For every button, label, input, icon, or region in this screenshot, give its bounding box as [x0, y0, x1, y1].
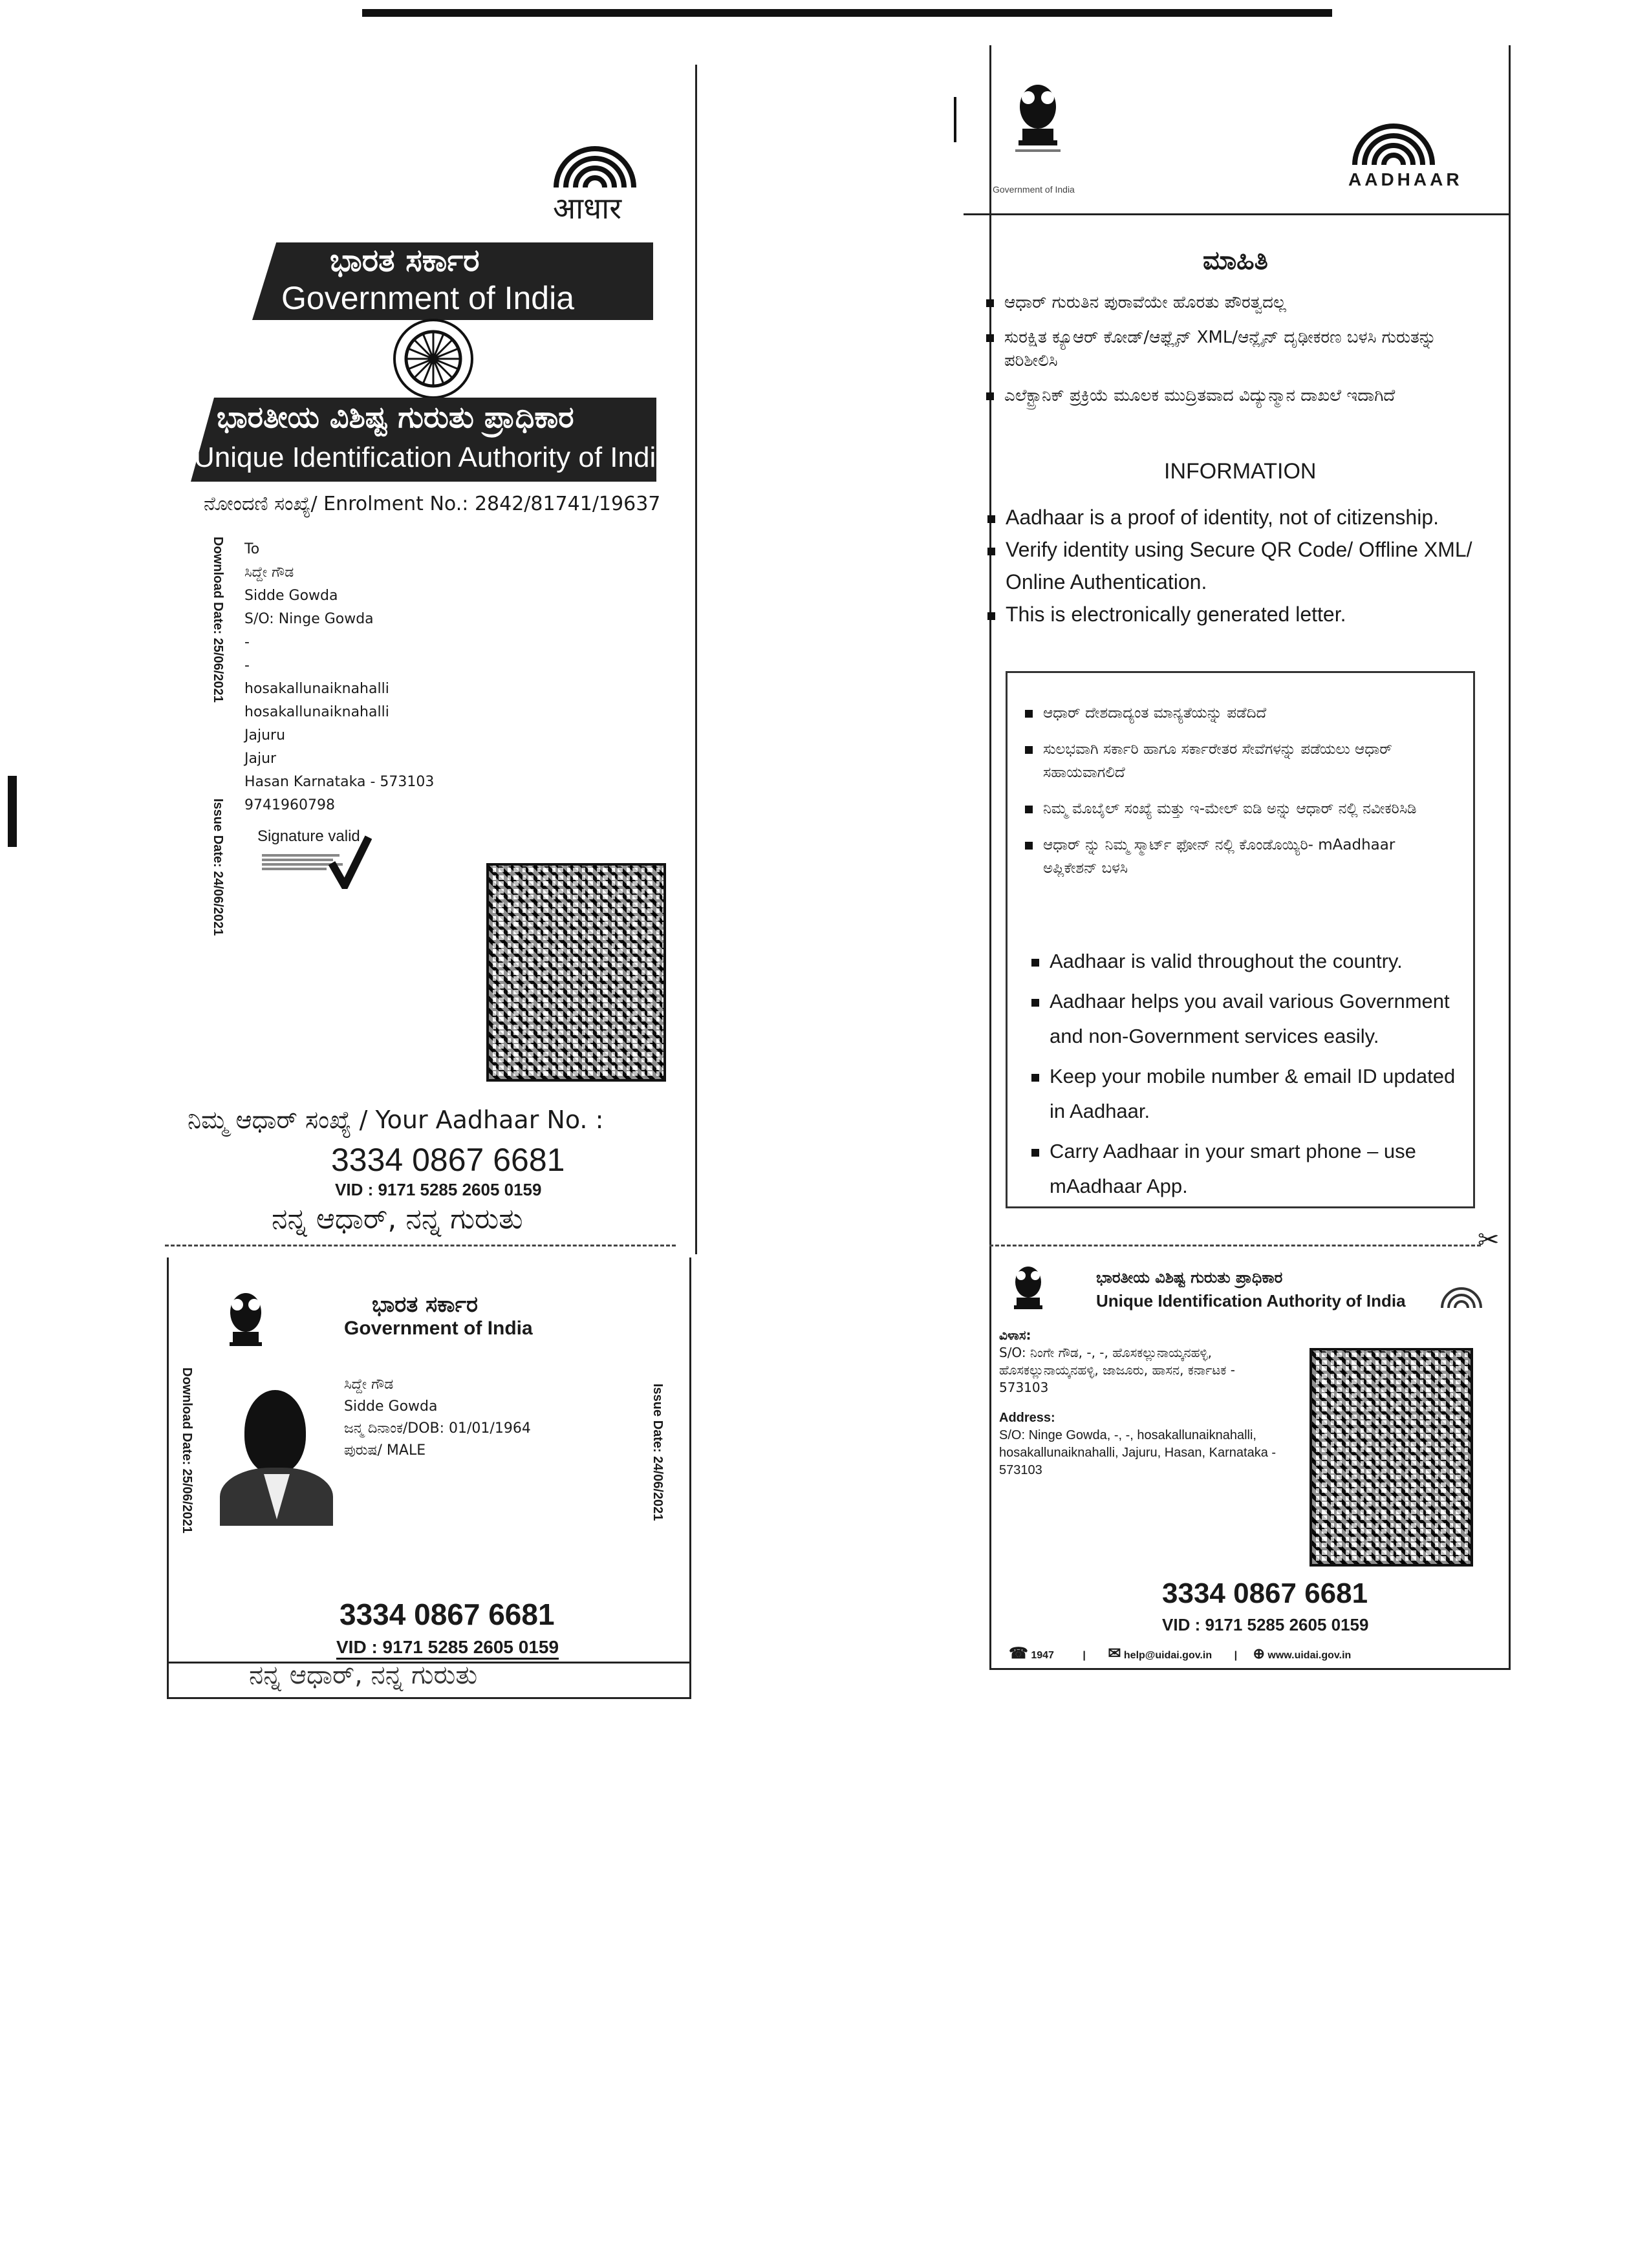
benefit-en-item: Aadhaar is valid throughout the country. [1031, 944, 1458, 979]
benefit-en-item: Carry Aadhaar in your smart phone – use mAadhaar App. [1031, 1134, 1458, 1204]
card-issue-date: Issue Date: 24/06/2021 [651, 1384, 665, 1521]
address-line: - [244, 634, 250, 650]
info-en-item: Verify identity using Secure QR Code/ Offline XML/ Online Authentication. [987, 533, 1492, 598]
right-card-uidai-en: Unique Identification Authority of India [1096, 1291, 1406, 1311]
gov-en: Government of India [281, 280, 575, 316]
info-kn-title: ಮಾಹಿತಿ [1203, 246, 1268, 275]
benefit-en-item: Keep your mobile number & email ID updated in Aadhaar. [1031, 1059, 1458, 1129]
right-card-aadhaar-number: 3334 0867 6681 [1162, 1578, 1368, 1609]
card-qr-code [1310, 1348, 1473, 1567]
uidai-en: Unique Identification Authority of India [194, 442, 672, 473]
signature-check-icon [327, 834, 372, 889]
letter-qr-code [486, 863, 666, 1082]
card-vid: VID : 9171 5285 2605 0159 [336, 1637, 559, 1660]
right-aadhaar-logo-text: AADHAAR [1348, 169, 1463, 189]
left-cut-line [165, 1245, 676, 1246]
right-cut-line [989, 1245, 1481, 1246]
right-card-uidai-kn: ಭಾರತೀಯ ವಿಶಿಷ್ಟ ಗುರುತು ಪ್ರಾಧಿಕಾರ [1096, 1268, 1283, 1287]
holder-photo [220, 1384, 333, 1526]
enrolment-line [204, 493, 660, 515]
address-line: S/O: Ninge Gowda [244, 611, 374, 627]
website: www.uidai.gov.in [1267, 1650, 1352, 1661]
vid-number: VID : 9171 5285 2605 0159 [335, 1180, 542, 1199]
uidai-kn: ಭಾರತೀಯ ವಿಶಿಷ್ಟ ಗುರುತು ಪ್ರಾಧಿಕಾರ [217, 400, 574, 434]
aadhaar-number: 3334 0867 6681 [331, 1142, 565, 1178]
holder-gender: ಪುರುಷ/ MALE [344, 1442, 426, 1459]
aadhaar-fingerprint-icon [543, 123, 647, 194]
phone-number: 1947 [1031, 1650, 1054, 1661]
letter-download-date: Download Date: 25/06/2021 [211, 537, 225, 703]
right-emblem-caption: Government of India [993, 184, 1075, 195]
right-left-edge-mark [954, 97, 956, 142]
address-line: - [244, 658, 250, 674]
info-en-item: This is electronically generated letter. [987, 598, 1492, 630]
your-aadhaar-label: ನಿಮ್ಮ ಆಧಾರ್ ಸಂಖ್ಯೆ / Your Aadhaar No. : [188, 1106, 604, 1134]
holder-name-kn: ಸಿದ್ದೇ ಗೌಡ [344, 1376, 394, 1393]
aadhaar-logo-text: आधार [553, 191, 622, 226]
benefits-en-list [1031, 944, 1458, 1204]
letter-issue-date: Issue Date: 24/06/2021 [211, 798, 225, 936]
scan-top-edge [362, 9, 1332, 17]
signature-text: Signature valid [257, 828, 360, 845]
address-block [244, 538, 434, 817]
address-line: Jajur [244, 751, 277, 767]
holder-dob: ಜನ್ಮ ದಿನಾಂಕ/DOB: 01/01/1964 [344, 1420, 531, 1437]
card-download-date: Download Date: 25/06/2021 [180, 1367, 194, 1534]
enrolment-number: 2842/81741/19637 [474, 493, 661, 515]
enrolment-label: ನೋಂದಣಿ ಸಂಖ್ಯೆ/ Enrolment No.: [204, 493, 469, 515]
right-card-address-kn [999, 1327, 1277, 1396]
right-emblem-icon [1012, 81, 1064, 165]
ashoka-chakra-icon [391, 317, 475, 401]
right-scissors-icon: ✂ [1478, 1226, 1500, 1254]
info-en-item: Aadhaar is a proof of identity, not of citizenship. [987, 501, 1492, 533]
right-aadhaar-fingerprint-icon [1345, 107, 1442, 168]
benefits-kn-list [1025, 701, 1452, 880]
address-line: Hasan Karnataka - 573103 [244, 774, 435, 790]
address-line: To [244, 541, 260, 557]
right-card-address-en [999, 1409, 1290, 1479]
right-card-contact [1009, 1644, 1351, 1663]
card-gov-en: Government of India [344, 1318, 533, 1339]
tagline-kn: ನನ್ನ ಆಧಾರ್, ನನ್ನ ಗುರುತು [272, 1203, 523, 1236]
address-en-label: Address: [999, 1411, 1055, 1425]
right-header-rule [964, 213, 1509, 215]
info-kn-list [986, 291, 1452, 407]
address-en-text: S/O: Ninge Gowda, -, -, hosakallunaiknahalli, hosakallunaiknahalli, Jajuru, Hasan, Karnataka - 573103 [999, 1428, 1277, 1477]
card-aadhaar-number: 3334 0867 6681 [339, 1598, 555, 1631]
benefit-kn-item: ನಿಮ್ಮ ಮೊಬೈಲ್ ಸಂಖ್ಯೆ ಮತ್ತು ಇ-ಮೇಲ್ ಐಡಿ ಅನ್ನು ಆಧಾರ್ ನಲ್ಲಿ ನವೀಕರಿಸಿಡಿ [1025, 797, 1452, 820]
address-kn-label: ವಿಳಾಸ: [999, 1327, 1031, 1343]
separator: | [1234, 1650, 1238, 1661]
right-card-emblem-icon [1009, 1264, 1048, 1316]
separator: | [1083, 1650, 1086, 1661]
phone-icon: ☎ [1009, 1645, 1028, 1662]
mail-icon: ✉ [1108, 1645, 1121, 1662]
right-card-vid: VID : 9171 5285 2605 0159 [1162, 1615, 1369, 1634]
address-line: Jajuru [244, 727, 286, 744]
card-tagline-kn: ನನ್ನ ಆಧಾರ್, ನನ್ನ ಗುರುತು [249, 1660, 478, 1690]
holder-name-en: Sidde Gowda [344, 1398, 438, 1415]
benefit-en-item: Aadhaar helps you avail various Government and non-Government services easily. [1031, 984, 1458, 1054]
info-kn-item: ಎಲೆಕ್ಟ್ರಾನಿಕ್ ಪ್ರಕ್ರಿಯೆ ಮೂಲಕ ಮುದ್ರಿತವಾದ ವಿದ್ಯುನ್ಮಾನ ದಾಖಲೆ ಇದಾಗಿದೆ [986, 384, 1452, 407]
address-line: 9741960798 [244, 797, 335, 813]
info-kn-item: ಆಧಾರ್ ಗುರುತಿನ ಪುರಾವೆಯೇ ಹೊರತು ಪೌರತ್ವದಲ್ಲ [986, 291, 1452, 314]
gov-kn: ಭಾರತ ಸರ್ಕಾರ [330, 242, 480, 279]
benefit-kn-item: ಆಧಾರ್ ನ್ನು ನಿಮ್ಮ ಸ್ಮಾರ್ಟ್ ಫೋನ್ ನಲ್ಲಿ ಕೊಂಡೊಯ್ಯಿರಿ- mAadhaar ಅಪ್ಲಿಕೇಶನ್ ಬಳಸಿ [1025, 833, 1452, 880]
right-card-fingerprint-icon [1439, 1277, 1484, 1309]
info-en-title: INFORMATION [1164, 459, 1317, 484]
address-line: ಸಿದ್ದೇ ಗೌಡ [244, 564, 294, 581]
benefit-kn-item: ಸುಲಭವಾಗಿ ಸರ್ಕಾರಿ ಹಾಗೂ ಸರ್ಕಾರೇತರ ಸೇವೆಗಳನ್ನು ಪಡೆಯಲು ಆಧಾರ್ ಸಹಾಯವಾಗಲಿದೆ [1025, 738, 1452, 784]
globe-icon: ⊕ [1253, 1645, 1265, 1662]
help-email: help@uidai.gov.in [1123, 1650, 1212, 1661]
scan-left-mark [8, 776, 17, 847]
info-kn-item: ಸುರಕ್ಷಿತ ಕ್ಯೂಆರ್ ಕೋಡ್/ಆಫ್ಲೈನ್ XML/ಆನ್ಲೈನ್ ದೃಢೀಕರಣ ಬಳಸಿ ಗುರುತನ್ನು ಪರಿಶೀಲಿಸಿ [986, 326, 1452, 372]
address-line: Sidde Gowda [244, 588, 338, 604]
benefit-kn-item: ಆಧಾರ್ ದೇಶದಾದ್ಯಂತ ಮಾನ್ಯತೆಯನ್ನು ಪಡೆದಿದೆ [1025, 701, 1452, 725]
address-line: hosakallunaiknahalli [244, 704, 389, 720]
info-en-list [987, 501, 1492, 630]
card-gov-kn: ಭಾರತ ಸರ್ಕಾರ [372, 1292, 479, 1318]
address-kn-text: S/O: ನಿಂಗೇ ಗೌಡ, -, -, ಹೊಸಕಲ್ಲುನಾಯ್ಕನಹಳ್ಳಿ, ಹೊಸಕಲ್ಲುನಾಯ್ಕನಹಳ್ಳಿ, ಜಾಜೂರು, ಹಾಸನ, ಕರ್ನಾಟಕ - 573103 [999, 1345, 1235, 1395]
emblem-icon [223, 1287, 268, 1351]
card-details [344, 1374, 531, 1462]
address-line: hosakallunaiknahalli [244, 681, 389, 697]
